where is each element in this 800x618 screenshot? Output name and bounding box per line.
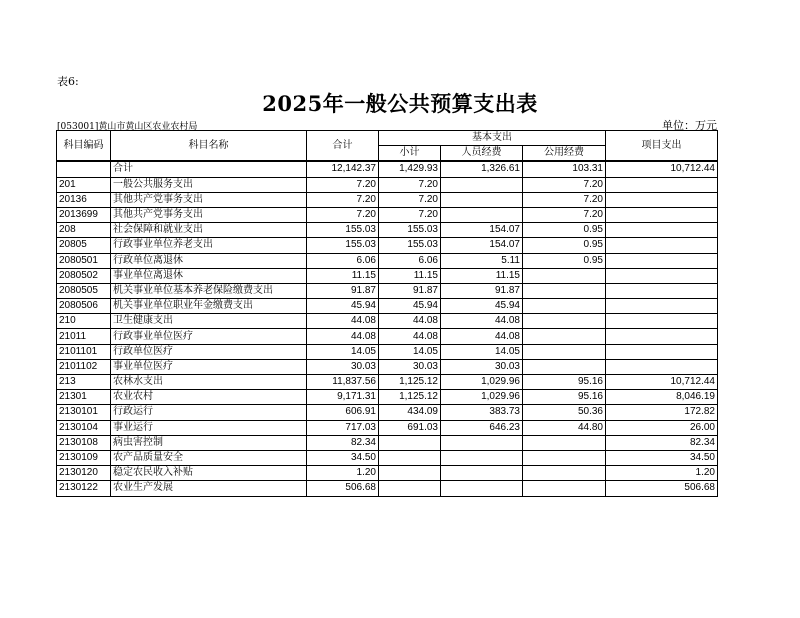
row-code: 2080506 xyxy=(57,299,111,314)
row-project: 506.68 xyxy=(606,481,718,496)
row-project xyxy=(606,223,718,238)
row-subtotal xyxy=(379,450,441,465)
row-code: 210 xyxy=(57,314,111,329)
row-total: 44.08 xyxy=(307,314,379,329)
row-name: 行政事业单位养老支出 xyxy=(111,238,307,253)
row-project: 10,712.44 xyxy=(606,161,718,177)
row-subtotal xyxy=(379,466,441,481)
row-code: 2080501 xyxy=(57,253,111,268)
row-personnel xyxy=(441,466,523,481)
row-code: 213 xyxy=(57,375,111,390)
row-personnel xyxy=(441,192,523,207)
department-code-label: [053001]黄山市黄山区农业农村局 xyxy=(57,122,198,132)
row-subtotal: 7.20 xyxy=(379,207,441,222)
table-row xyxy=(57,329,718,344)
row-name: 稳定农民收入补贴 xyxy=(111,466,307,481)
row-code: 2080505 xyxy=(57,283,111,298)
row-code: 21011 xyxy=(57,329,111,344)
table-row xyxy=(57,359,718,374)
row-public: 95.16 xyxy=(523,390,606,405)
row-project xyxy=(606,192,718,207)
row-subtotal: 91.87 xyxy=(379,283,441,298)
row-public xyxy=(523,344,606,359)
row-code: 2130101 xyxy=(57,405,111,420)
table-row xyxy=(57,192,718,207)
row-subtotal: 1,429.93 xyxy=(379,161,441,177)
table-row xyxy=(57,405,718,420)
row-code: 2130122 xyxy=(57,481,111,496)
row-project xyxy=(606,344,718,359)
row-project: 8,046.19 xyxy=(606,390,718,405)
row-personnel: 45.94 xyxy=(441,299,523,314)
table-row xyxy=(57,420,718,435)
row-subtotal: 44.08 xyxy=(379,329,441,344)
header-name: 科目名称 xyxy=(111,131,307,162)
row-total: 34.50 xyxy=(307,450,379,465)
row-total: 11.15 xyxy=(307,268,379,283)
row-name: 行政单位医疗 xyxy=(111,344,307,359)
row-public xyxy=(523,359,606,374)
row-total: 7.20 xyxy=(307,177,379,192)
table-row xyxy=(57,299,718,314)
row-personnel: 14.05 xyxy=(441,344,523,359)
row-project xyxy=(606,253,718,268)
row-project xyxy=(606,177,718,192)
row-subtotal: 7.20 xyxy=(379,177,441,192)
row-public xyxy=(523,268,606,283)
row-code: 201 xyxy=(57,177,111,192)
row-personnel xyxy=(441,481,523,496)
row-personnel: 1,029.96 xyxy=(441,390,523,405)
row-name: 社会保障和就业支出 xyxy=(111,223,307,238)
row-personnel: 44.08 xyxy=(441,329,523,344)
row-code: 2101102 xyxy=(57,359,111,374)
row-name: 事业单位医疗 xyxy=(111,359,307,374)
row-public xyxy=(523,329,606,344)
row-public: 0.95 xyxy=(523,223,606,238)
table-row xyxy=(57,390,718,405)
header-personnel: 人员经费 xyxy=(441,146,523,162)
row-total: 7.20 xyxy=(307,192,379,207)
row-personnel: 5.11 xyxy=(441,253,523,268)
budget-table xyxy=(56,130,718,497)
row-personnel xyxy=(441,207,523,222)
row-code: 2080502 xyxy=(57,268,111,283)
table-row xyxy=(57,450,718,465)
row-name: 机关事业单位职业年金缴费支出 xyxy=(111,299,307,314)
row-project xyxy=(606,268,718,283)
row-project: 26.00 xyxy=(606,420,718,435)
row-public: 44.80 xyxy=(523,420,606,435)
row-total: 12,142.37 xyxy=(307,161,379,177)
row-code: 20805 xyxy=(57,238,111,253)
table-row xyxy=(57,375,718,390)
row-name: 事业运行 xyxy=(111,420,307,435)
row-public: 0.95 xyxy=(523,253,606,268)
row-project xyxy=(606,329,718,344)
table-row xyxy=(57,466,718,481)
table-row xyxy=(57,177,718,192)
row-subtotal: 45.94 xyxy=(379,299,441,314)
row-personnel: 30.03 xyxy=(441,359,523,374)
row-subtotal xyxy=(379,435,441,450)
row-public xyxy=(523,314,606,329)
row-total: 155.03 xyxy=(307,238,379,253)
table-row xyxy=(57,238,718,253)
row-personnel: 646.23 xyxy=(441,420,523,435)
row-total: 506.68 xyxy=(307,481,379,496)
row-total: 82.34 xyxy=(307,435,379,450)
row-public: 95.16 xyxy=(523,375,606,390)
table-row xyxy=(57,481,718,496)
row-public xyxy=(523,283,606,298)
row-subtotal: 691.03 xyxy=(379,420,441,435)
row-code: 2013699 xyxy=(57,207,111,222)
row-project: 172.82 xyxy=(606,405,718,420)
row-subtotal: 1,125.12 xyxy=(379,375,441,390)
row-code: 2101101 xyxy=(57,344,111,359)
row-name: 机关事业单位基本养老保险缴费支出 xyxy=(111,283,307,298)
table-row xyxy=(57,344,718,359)
row-public: 50.36 xyxy=(523,405,606,420)
row-total: 6.06 xyxy=(307,253,379,268)
row-public xyxy=(523,299,606,314)
row-personnel: 1,326.61 xyxy=(441,161,523,177)
row-personnel: 44.08 xyxy=(441,314,523,329)
header-total: 合计 xyxy=(307,131,379,162)
row-project xyxy=(606,359,718,374)
table-row xyxy=(57,223,718,238)
row-total: 14.05 xyxy=(307,344,379,359)
row-project xyxy=(606,207,718,222)
row-code: 20136 xyxy=(57,192,111,207)
row-subtotal: 30.03 xyxy=(379,359,441,374)
table-row xyxy=(57,283,718,298)
row-public: 0.95 xyxy=(523,238,606,253)
row-subtotal xyxy=(379,481,441,496)
row-project: 82.34 xyxy=(606,435,718,450)
row-subtotal: 44.08 xyxy=(379,314,441,329)
row-personnel xyxy=(441,450,523,465)
row-name: 农业农村 xyxy=(111,390,307,405)
table-row xyxy=(57,268,718,283)
row-personnel: 383.73 xyxy=(441,405,523,420)
row-code xyxy=(57,161,111,177)
table-row xyxy=(57,161,718,177)
unit-label: 单位：万元 xyxy=(662,119,717,132)
row-name: 农产品质量安全 xyxy=(111,450,307,465)
row-total: 44.08 xyxy=(307,329,379,344)
row-subtotal: 155.03 xyxy=(379,238,441,253)
row-subtotal: 6.06 xyxy=(379,253,441,268)
row-public: 7.20 xyxy=(523,207,606,222)
table-row xyxy=(57,435,718,450)
table-body xyxy=(57,161,718,496)
row-code: 208 xyxy=(57,223,111,238)
row-code: 21301 xyxy=(57,390,111,405)
row-public: 7.20 xyxy=(523,177,606,192)
row-project: 1.20 xyxy=(606,466,718,481)
row-code: 2130104 xyxy=(57,420,111,435)
row-name: 其他共产党事务支出 xyxy=(111,207,307,222)
row-project xyxy=(606,283,718,298)
row-subtotal: 434.09 xyxy=(379,405,441,420)
row-name: 行政运行 xyxy=(111,405,307,420)
row-project: 34.50 xyxy=(606,450,718,465)
row-subtotal: 14.05 xyxy=(379,344,441,359)
row-personnel xyxy=(441,177,523,192)
row-name: 一般公共服务支出 xyxy=(111,177,307,192)
header-code: 科目编码 xyxy=(57,131,111,162)
row-public xyxy=(523,450,606,465)
row-code: 2130120 xyxy=(57,466,111,481)
row-project xyxy=(606,299,718,314)
row-subtotal: 1,125.12 xyxy=(379,390,441,405)
row-subtotal: 155.03 xyxy=(379,223,441,238)
row-name: 卫生健康支出 xyxy=(111,314,307,329)
table-row xyxy=(57,253,718,268)
table-row xyxy=(57,314,718,329)
row-total: 7.20 xyxy=(307,207,379,222)
row-name: 病虫害控制 xyxy=(111,435,307,450)
row-public xyxy=(523,435,606,450)
header-project: 项目支出 xyxy=(606,131,718,162)
row-personnel xyxy=(441,435,523,450)
row-public: 103.31 xyxy=(523,161,606,177)
row-personnel: 11.15 xyxy=(441,268,523,283)
table-number-label: 表6: xyxy=(57,75,79,88)
row-total: 45.94 xyxy=(307,299,379,314)
row-name: 行政单位离退休 xyxy=(111,253,307,268)
row-total: 91.87 xyxy=(307,283,379,298)
row-total: 606.91 xyxy=(307,405,379,420)
row-name: 农林水支出 xyxy=(111,375,307,390)
row-project xyxy=(606,238,718,253)
row-total: 717.03 xyxy=(307,420,379,435)
row-code: 2130108 xyxy=(57,435,111,450)
row-name: 行政事业单位医疗 xyxy=(111,329,307,344)
row-name: 合计 xyxy=(111,161,307,177)
row-public xyxy=(523,466,606,481)
row-code: 2130109 xyxy=(57,450,111,465)
header-basic: 基本支出 xyxy=(379,131,606,146)
table-row xyxy=(57,207,718,222)
row-personnel: 154.07 xyxy=(441,223,523,238)
row-total: 11,837.56 xyxy=(307,375,379,390)
row-personnel: 91.87 xyxy=(441,283,523,298)
row-public: 7.20 xyxy=(523,192,606,207)
row-project: 10,712.44 xyxy=(606,375,718,390)
header-subtotal: 小计 xyxy=(379,146,441,162)
row-total: 9,171.31 xyxy=(307,390,379,405)
row-total: 30.03 xyxy=(307,359,379,374)
row-total: 155.03 xyxy=(307,223,379,238)
row-personnel: 1,029.96 xyxy=(441,375,523,390)
row-subtotal: 7.20 xyxy=(379,192,441,207)
row-project xyxy=(606,314,718,329)
row-personnel: 154.07 xyxy=(441,238,523,253)
row-name: 事业单位离退休 xyxy=(111,268,307,283)
page-title: 2025年一般公共预算支出表 xyxy=(262,91,538,116)
row-public xyxy=(523,481,606,496)
row-total: 1.20 xyxy=(307,466,379,481)
header-public: 公用经费 xyxy=(523,146,606,162)
row-subtotal: 11.15 xyxy=(379,268,441,283)
row-name: 其他共产党事务支出 xyxy=(111,192,307,207)
row-name: 农业生产发展 xyxy=(111,481,307,496)
